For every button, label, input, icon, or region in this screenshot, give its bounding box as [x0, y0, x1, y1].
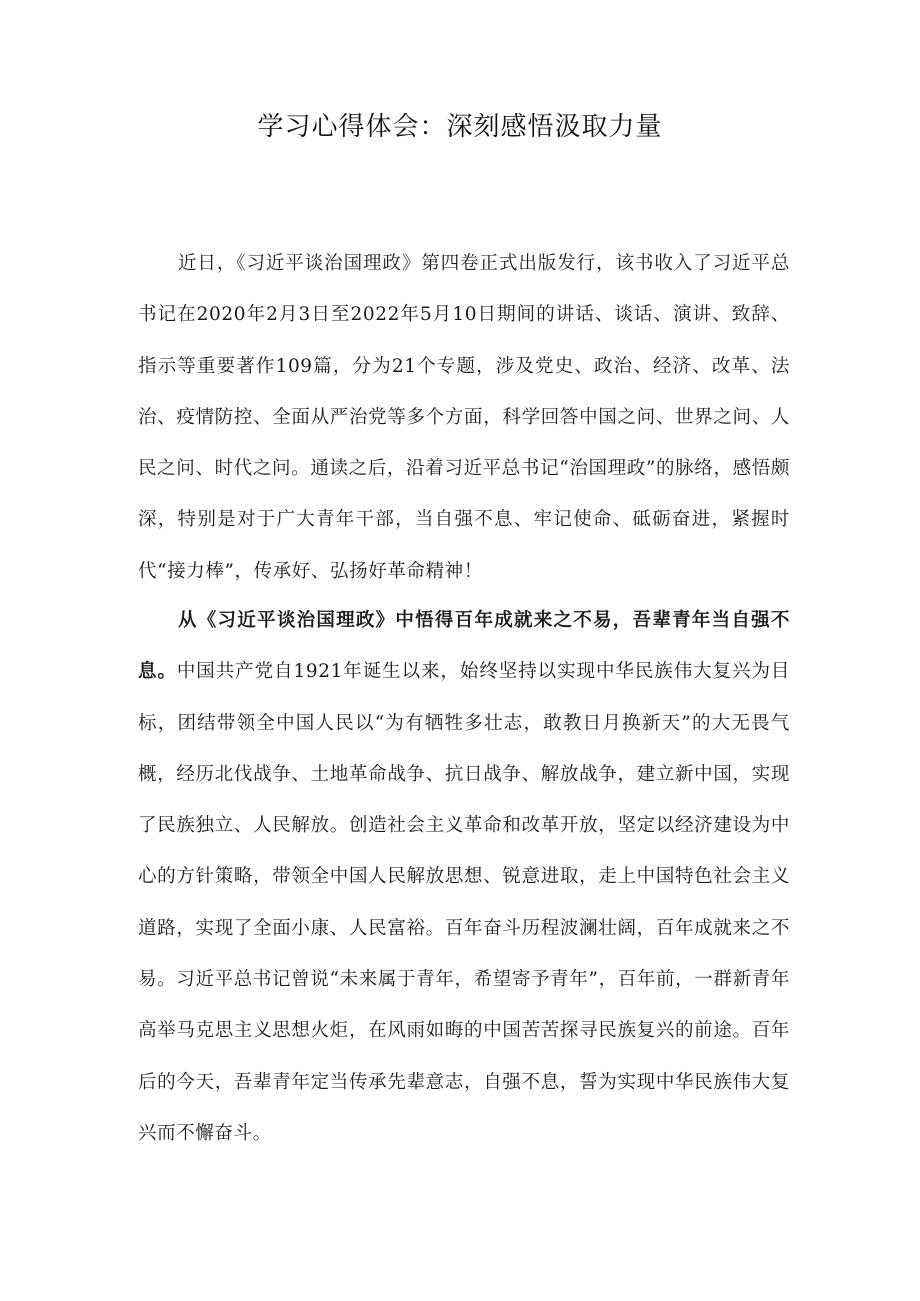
paragraph-1-text: 近日，《习近平谈治国理政》第四卷正式出版发行，该书收入了习近平总书记在2020年2月3日至2022年5月10日期间的讲话、谈话、演讲、致辞、指示等重要著作109篇，分为21个专题，涉及党史、政治、经济、改革、法治、疫情防控、全面从严治党等多个方面，科学回答中国之问、世界之问、人民之问、时代之问。通读之后，沿着习近平总书记“治国理政”的脉络，感悟颇深，特别是对于广大青年干部，当自强不息、牢记使命、砥砺奋进，紧握时代“接力棒”，传承好、弘扬好革命精神！: [138, 253, 790, 582]
paragraph-2-lead: 从《习近平谈治国理政》中悟得百年成就来之不易，吾辈青年当自强不息。: [138, 610, 790, 683]
document-title: 学习心得体会：深刻感悟汲取力量: [257, 112, 663, 142]
paragraph-1: [138, 238, 790, 597]
paragraph-2-text: 中国共产党自1921年诞生以来，始终坚持以实现中华民族伟大复兴为目标，团结带领全中国人民以“为有牺牲多壮志，敢教日月换新天”的大无畏气概，经历北伐战争、土地革命战争、抗日战争、解放战争，建立新中国，实现了民族独立、人民解放。创造社会主义革命和改革开放，坚定以经济建设为中心的方针策略，带领全中国人民解放思想、锐意进取，走上中国特色社会主义道路，实现了全面小康、人民富裕。百年奋斗历程波澜壮阔，百年成就来之不易。习近平总书记曾说“未来属于青年，希望寄予青年”，百年前，一群新青年高举马克思主义思想火炬，在风雨如晦的中国苦苦探寻民族复兴的前途。百年后的今天，吾辈青年定当传承先辈意志，自强不息，誓为实现中华民族伟大复兴而不懈奋斗。: [138, 661, 790, 1144]
paragraph-2: [138, 595, 790, 1159]
